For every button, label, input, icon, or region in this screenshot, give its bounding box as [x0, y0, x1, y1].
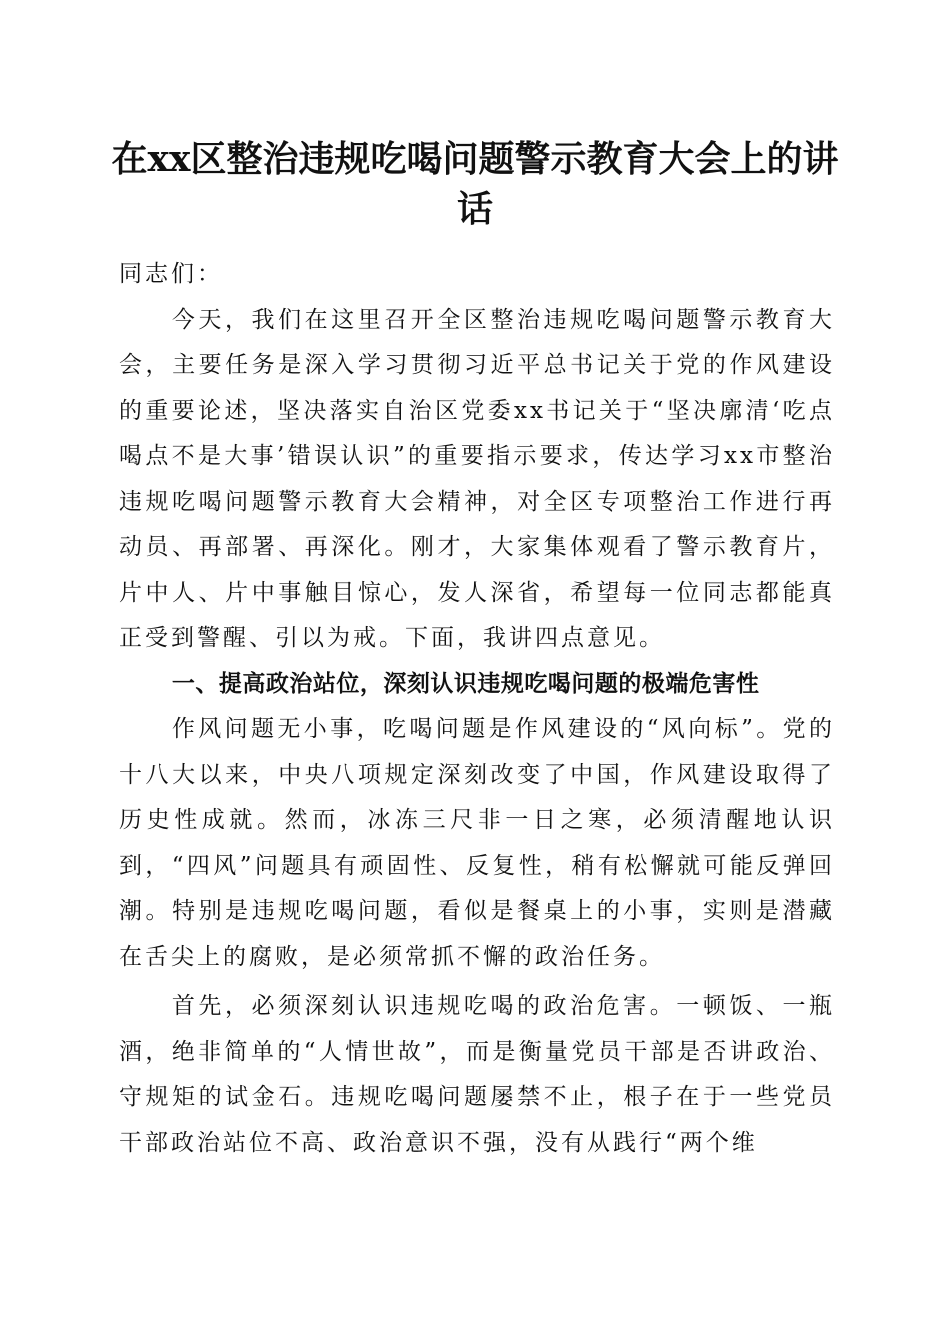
intro-paragraph: 今天，我们在这里召开全区整治违规吃喝问题警示教育大会，主要任务是深入学习贯彻习近平总书记关于党的作风建设的重要论述，坚决落实自治区党委xx书记关于“坚决廓清‘吃点喝点不是大事’错误认识”的重要指示要求，传达学习xx市整治违规吃喝问题警示教育大会精神，对全区专项整治工作进行再动员、再部署、再深化。刚才，大家集体观看了警示教育片，片中人、片中事触目惊心，发人深省，希望每一位同志都能真正受到警醒、引以为戒。下面，我讲四点意见。 — [119, 306, 835, 651]
section-paragraph: 作风问题无小事，吃喝问题是作风建设的“风向标”。党的十八大以来，中央八项规定深刻改变了中国，作风建设取得了历史性成就。然而，冰冻三尺非一日之寒，必须清醒地认识到，“四风”问题具有顽固性、反复性，稍有松懈就可能反弹回潮。特别是违规吃喝问题，看似是餐桌上的小事，实则是潜藏在舌尖上的腐败，是必须常抓不懈的政治任务。 — [119, 716, 835, 970]
document-title: 在xx区整治违规吃喝问题警示教育大会上的讲话 — [111, 138, 839, 230]
section-heading: 一、提高政治站位，深刻认识违规吃喝问题的极端危害性 — [171, 670, 760, 697]
salutation: 同志们： — [119, 261, 223, 287]
document-body — [119, 252, 835, 1166]
section-paragraph: 首先，必须深刻认识违规吃喝的政治危害。一顿饭、一瓶酒，绝非简单的“人情世故”，而是衡量党员干部是否讲政治、守规矩的试金石。违规吃喝问题屡禁不止，根子在于一些党员干部政治站位不高、政治意识不强，没有从践行“两个维 — [119, 993, 835, 1156]
